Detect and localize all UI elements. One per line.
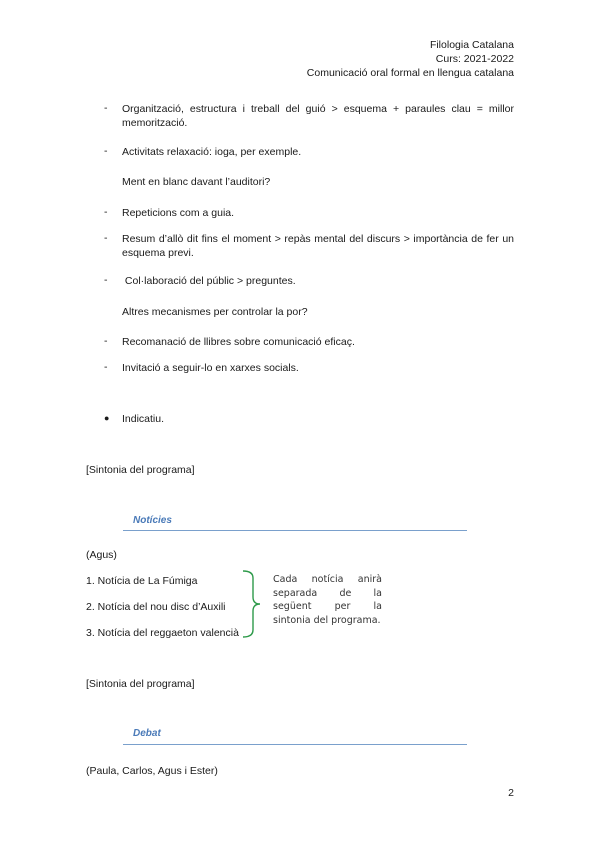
bullet-marker: - bbox=[104, 361, 108, 373]
bullet-text: Organització, estructura i treball del guió > esquema + paraules clau = millor memorització. bbox=[122, 103, 514, 129]
question-text: Altres mecanismes per controlar la por? bbox=[122, 306, 308, 318]
bullet-marker: - bbox=[104, 145, 108, 157]
header-course: Curs: 2021-2022 bbox=[435, 53, 514, 65]
sintonia-note: [Sintonia del programa] bbox=[86, 464, 195, 476]
bullet-text: Recomanació de llibres sobre comunicació eficaç. bbox=[122, 336, 355, 348]
bullet-text: Repeticions com a guia. bbox=[122, 207, 235, 219]
section-title-noticies: Notícies bbox=[133, 515, 172, 526]
bullet-marker: - bbox=[104, 102, 108, 114]
callout-note: Cada notícia anirà separada de la següent per la sintonia del programa. bbox=[273, 574, 382, 626]
participants-noticies: (Agus) bbox=[86, 549, 117, 561]
dot-bullet-marker: ● bbox=[104, 413, 110, 423]
header-subject: Comunicació oral formal en llengua catalana bbox=[306, 67, 514, 79]
question-text: Ment en blanc davant l’auditori? bbox=[122, 176, 271, 188]
section-divider bbox=[123, 744, 467, 745]
section-title-debat: Debat bbox=[133, 728, 161, 739]
section-divider bbox=[123, 530, 467, 531]
bullet-marker: - bbox=[104, 274, 108, 286]
bullet-marker: - bbox=[104, 232, 108, 244]
news-item: 2. Notícia del nou disc d’Auxili bbox=[86, 601, 226, 613]
news-item: 1. Notícia de La Fúmiga bbox=[86, 575, 198, 587]
header-department: Filologia Catalana bbox=[429, 39, 514, 51]
page-number: 2 bbox=[508, 787, 514, 799]
curly-brace-icon bbox=[241, 570, 263, 638]
bullet-text: Invitació a seguir-lo en xarxes socials. bbox=[122, 362, 299, 374]
dot-bullet-text: Indicatiu. bbox=[122, 413, 165, 425]
bullet-text: Activitats relaxació: ioga, per exemple. bbox=[122, 146, 302, 158]
sintonia-note: [Sintonia del programa] bbox=[86, 678, 195, 690]
news-item: 3. Notícia del reggaeton valencià bbox=[86, 627, 239, 639]
document-header bbox=[307, 38, 514, 80]
bullet-marker: - bbox=[104, 206, 108, 218]
bullet-marker: - bbox=[104, 335, 108, 347]
bullet-text: Resum d’allò dit fins el moment > repàs mental del discurs > importància de fer un esquema previ. bbox=[122, 233, 514, 259]
participants-debat: (Paula, Carlos, Agus i Ester) bbox=[86, 765, 218, 777]
bullet-text: Col·laboració del públic > preguntes. bbox=[122, 275, 296, 287]
